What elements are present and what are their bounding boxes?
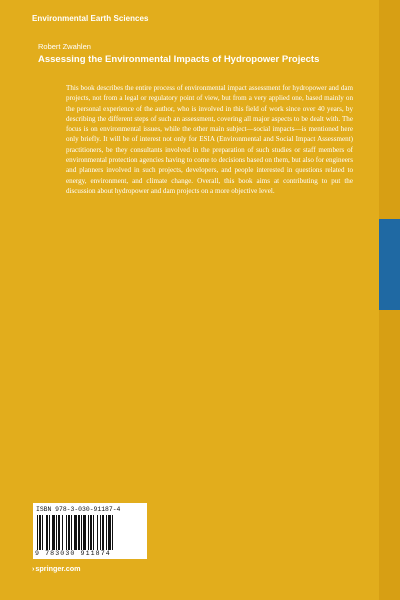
isbn-text: ISBN 978-3-030-91187-4 [36, 506, 121, 513]
author-name: Robert Zwahlen [38, 42, 91, 51]
barcode-bar [66, 515, 67, 551]
barcode-bar [37, 515, 38, 551]
chevron-right-icon: › [32, 564, 35, 573]
spine-accent-bar [379, 219, 400, 310]
barcode-bar [112, 515, 113, 551]
ean-digits: 9 783030 911874 [35, 550, 145, 557]
barcode-icon [37, 515, 143, 551]
barcode-bar [68, 515, 70, 551]
barcode-bar [108, 515, 111, 551]
barcode-bar [97, 515, 98, 551]
barcode-bar [74, 515, 77, 551]
barcode-bar [62, 515, 63, 551]
barcode-label [33, 503, 147, 559]
barcode-bar [100, 515, 101, 551]
book-title: Assessing the Environmental Impacts of Hydropower Projects [38, 54, 320, 65]
barcode-bar [81, 515, 82, 551]
barcode-bar [42, 515, 43, 551]
barcode-bar [83, 515, 86, 551]
website-label: springer.com [35, 564, 81, 573]
barcode-bar [52, 515, 55, 551]
barcode-bar [49, 515, 50, 551]
barcode-bar [93, 515, 94, 551]
barcode-bar [88, 515, 89, 551]
barcode-bar [102, 515, 104, 551]
series-name: Environmental Earth Sciences [32, 14, 149, 23]
barcode-bar [46, 515, 48, 551]
publisher-website [32, 564, 81, 573]
barcode-bar [90, 515, 92, 551]
barcode-bar [71, 515, 72, 551]
barcode-bar [58, 515, 60, 551]
barcode-bar [39, 515, 41, 551]
book-description: This book describes the entire process of environmental impact assessment for hydropower and dam projects, not from a legal or regulatory point of view, but from a very applied one, based mainly on the personal experience of the author, who is involved in this field of work since over 40 years, by describing the different steps of such an assessment, covering all major aspects to be dealt with. The focus is on environmental issues, while the other main subject—social impacts—is mentioned here only briefly. It will be of interest not only for ESIA (Environmental and Social Impact Assessment) practitioners, be they consultants involved in the preparation of such studies or staff members of environmental protection agencies having to come to decisions based on them, but also for engineers and planners involved in such projects, developers, and people interested in questions related to energy, environment, and climate change. Overall, this book aims at contributing to put the discussion about hydropower and dam projects on a more objective level. [66, 84, 353, 195]
barcode-bar [106, 515, 107, 551]
barcode-bar [78, 515, 80, 551]
barcode-bar [56, 515, 57, 551]
